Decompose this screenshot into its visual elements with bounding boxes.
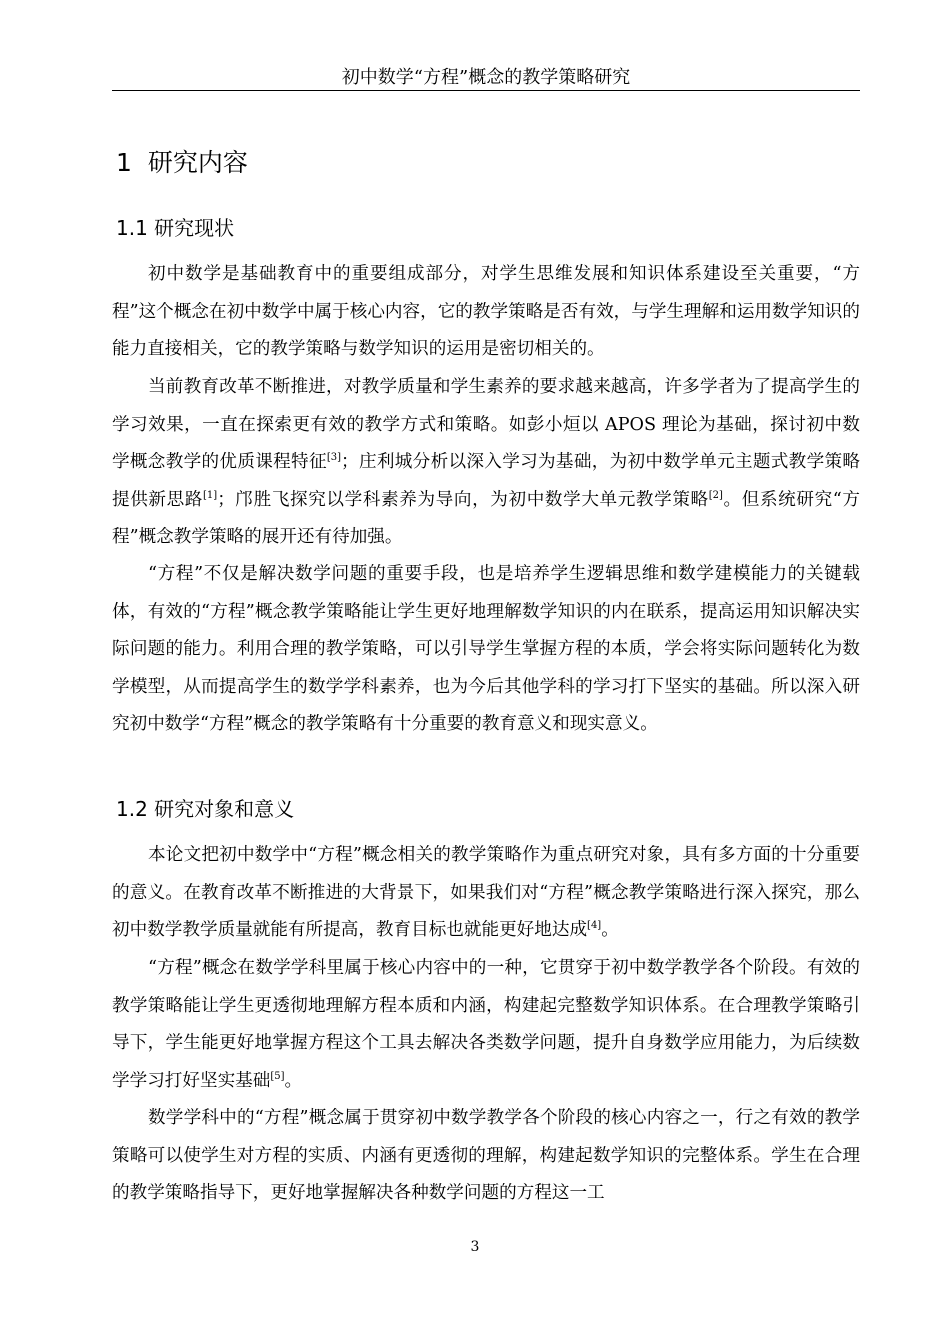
paragraph-1-2-c: 数学学科中的“方程”概念属于贯穿初中数学教学各个阶段的核心内容之一，行之有效的教学策略可以使学生对方程的实质、内涵有更透彻的理解，构建起数学知识的完整体系。学生在合理的教学策略指导下，更好地掌握解决各种数学问题的方程这一工 [112,1108,860,1203]
paragraph-text: ；庄利城分析以深入学习为基础，为初中数学单元主题式教学策略提供新思路 [112,452,860,510]
citation-ref: [4] [587,920,602,932]
citation-ref: [1] [203,489,218,501]
paragraph-text: “方程”概念在数学学科里属于核心内容中的一种，它贯穿于初中数学教学各个阶段。有效的教学策略能让学生更透彻地理解方程本质和内涵，构建起完整数学知识体系。在合理教学策略引导下，学生能更好地掌握方程这个工具去解决各类数学问题，提升自身数学应用能力，为后续数学学习打好坚实基础 [112,958,860,1091]
subsection-number: 1.1 [116,216,148,240]
paragraph-1-1-c: “方程”不仅是解决数学问题的重要手段，也是培养学生逻辑思维和数学建模能力的关键载体，有效的“方程”概念教学策略能让学生更好地理解数学知识的内在联系，提高运用知识解决实际问题的能力。利用合理的教学策略，可以引导学生掌握方程的本质，学会将实际问题转化为数学模型，从而提高学生的数学学科素养，也为今后其他学科的学习打下坚实的基础。所以深入研究初中数学“方程”概念的教学策略有十分重要的教育意义和现实意义。 [112,564,860,734]
subsection-heading-1-2 [116,794,294,824]
paragraph-text: 。但系统研究“方程”概念教学策略的展开还有待加强。 [112,489,860,547]
paragraph-text: ；邝胜飞探究以学科素养为导向，为初中数学大单元教学策略 [217,489,709,510]
running-title: 初中数学“方程”概念的教学策略研究 [341,67,631,88]
subsection-title: 研究对象和意义 [154,797,295,821]
paragraph-1-2-a [112,837,860,950]
section-title: 研究内容 [147,148,248,177]
citation-ref: [2] [708,489,723,501]
section-number: 1 [116,148,132,177]
paragraph-end: 。 [601,920,619,940]
running-header [112,66,860,91]
subsection-title: 研究现状 [154,216,235,240]
paragraph-end: 。 [284,1070,303,1091]
citation-ref: [3] [326,452,342,464]
section-heading [116,146,248,180]
paragraph-1-1-b [112,369,860,557]
paragraph-text: 当前教育改革不断推进，对教学质量和学生素养的要求越来越高，许多学者为了提高学生的学习效果，一直在探索更有效的教学方式和策略。如彭小烜以 APOS 理论为基础，探讨初中数学概念教学的优质课程特征 [112,377,860,472]
subsection-heading-1-1 [116,213,234,243]
paragraph-text: 本论文把初中数学中“方程”概念相关的教学策略作为重点研究对象，具有多方面的十分重要的意义。在教育改革不断推进的大背景下，如果我们对“方程”概念教学策略进行深入探究，那么初中数学教学质量就能有所提高，教育目标也就能更好地达成 [112,845,860,940]
page-number: 3 [470,1239,480,1255]
paragraph-1-2-b [112,950,860,1100]
subsection-number: 1.2 [116,797,148,821]
paragraph-1-1-a: 初中数学是基础教育中的重要组成部分，对学生思维发展和知识体系建设至关重要，“方程”这个概念在初中数学中属于核心内容，它的教学策略是否有效，与学生理解和运用数学知识的能力直接相关，它的教学策略与数学知识的运用是密切相关的。 [112,264,860,359]
citation-ref: [5] [270,1070,285,1082]
